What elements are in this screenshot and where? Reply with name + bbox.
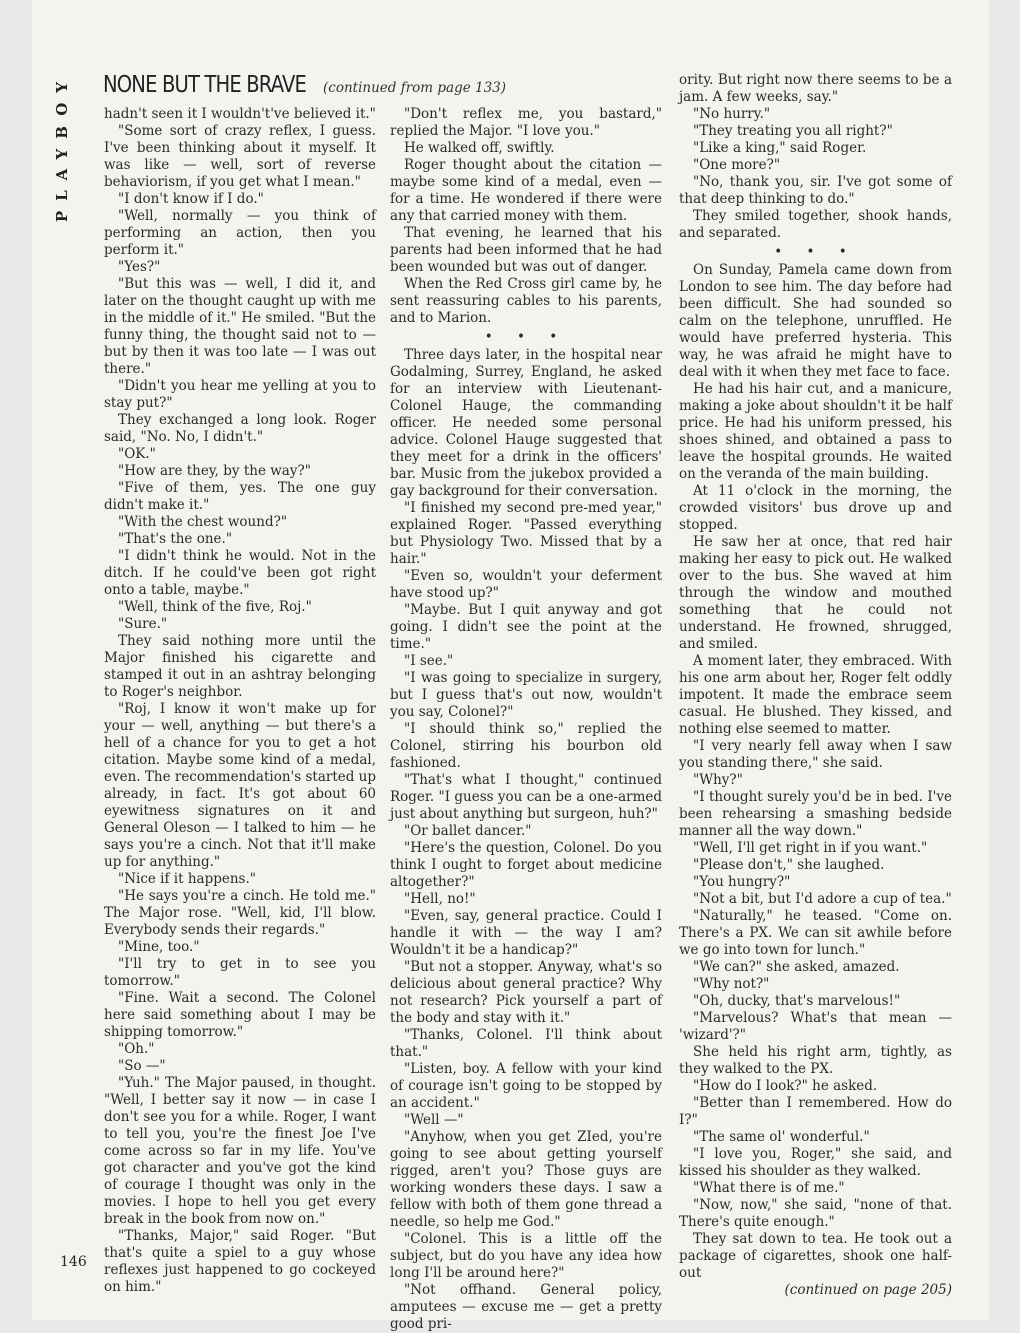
paragraph: "Mine, too." — [118, 939, 200, 955]
paragraph: "Roj, I know it won't make up for your — well, anything — but there's a hell of a chance for you to get a hot citation. Maybe some kind of a medal, even. The recommendation's started up already, in fact. It's got about 60 eyewitness signatures on it and General Oleson — I talked to him — he says you're a cinch. Not that it'll make up for anything." — [104, 701, 377, 870]
paragraph: "Five of them, yes. The one guy didn't make it." — [104, 480, 376, 513]
text-column-1 — [104, 106, 376, 1296]
paragraph: "Oh, ducky, that's marvelous!" — [693, 993, 901, 1009]
paragraph: He saw her at once, that red hair making her easy to pick out. He walked over to the bus. She waved at him through the window and mouthed something that he could not understand. He frowned, shrugged, and smiled. — [679, 534, 952, 652]
paragraph: "I love you, Roger," she said, and kissed his shoulder as they walked. — [679, 1146, 952, 1179]
paragraph: "Please don't," she laughed. — [693, 857, 885, 873]
paragraph: "I see." — [404, 653, 454, 669]
paragraph: "I don't know if I do." — [118, 191, 264, 207]
paragraph: That evening, he learned that his parents had been informed that he had been wounded but was out of danger. — [390, 225, 662, 275]
paragraph: "Marvelous? What's that mean — 'wizard'?" — [679, 1010, 952, 1043]
logo-text: PLAYBOY — [53, 72, 71, 223]
paragraph: "Well, think of the five, Roj." — [118, 599, 312, 615]
section-break: • • • — [484, 329, 568, 345]
paragraph: "Listen, boy. A fellow with your kind of courage isn't going to be stopped by an accident." — [390, 1061, 662, 1111]
paragraph: "Naturally," he teased. "Come on. There's a PX. We can sit awhile before we go into town for lunch." — [679, 908, 952, 958]
paragraph: "Thanks, Major," said Roger. "But that's quite a spiel to a guy whose reflexes just happened to go cockeyed on him." — [104, 1228, 376, 1295]
vertical-magazine-logo — [47, 72, 77, 228]
paragraph: He walked off, swiftly. — [404, 140, 555, 156]
continued-from-note: (continued from page 133) — [323, 80, 507, 96]
paragraph: "Even, say, general practice. Could I handle it with — the way I am? Wouldn't it be a handicap?" — [390, 908, 662, 958]
paragraph: They exchanged a long look. Roger said, "No. No, I didn't." — [104, 412, 376, 445]
paragraph: "But this was — well, I did it, and later on the thought caught up with me in the middle of it." He smiled. "But the funny thing, the thought said not to — but by then it was too late — I was out there." — [104, 276, 376, 377]
page-number: 146 — [60, 1254, 87, 1270]
article-heading — [103, 72, 543, 104]
paragraph: "Didn't you hear me yelling at you to stay put?" — [104, 378, 376, 411]
paragraph: "How do I look?" he asked. — [693, 1078, 878, 1094]
paragraph: "That's the one." — [118, 531, 233, 547]
article-title: NONE BUT THE BRAVE — [103, 72, 307, 98]
text-column-3 — [679, 72, 952, 1299]
paragraph: "Not offhand. General policy, amputees — excuse me — get a pretty good pri- — [390, 1282, 662, 1332]
paragraph: "The same ol' wonderful." — [693, 1129, 870, 1145]
paragraph: He had his hair cut, and a manicure, making a joke about shouldn't it be half price. He had his uniform pressed, his shoes shined, and obtained a pass to leave the hospital grounds. He waited on the veranda of the main building. — [679, 381, 952, 482]
paragraph: "Here's the question, Colonel. Do you think I ought to forget about medicine altogether?" — [390, 840, 662, 890]
paragraph: "Well, I'll get right in if you want." — [693, 840, 928, 856]
paragraph: "Yuh." The Major paused, in thought. "Well, I better say it now — in case I don't see you for a while. Roger, I want to tell you, you're the finest Joe I've come across so far in my life. You've got character and you've got the kind of courage I thought was only in the movies. I hope to hell you get every break in the book from now on." — [104, 1075, 376, 1227]
paragraph: "Better than I remembered. How do I?" — [679, 1095, 952, 1128]
paragraph: When the Red Cross girl came by, he sent reassuring cables to his parents, and to Marion. — [390, 276, 662, 326]
paragraph: "No, thank you, sir. I've got some of that deep thinking to do." — [679, 174, 952, 207]
paragraph: They said nothing more until the Major finished his cigarette and stamped it out in an ashtray belonging to Roger's neighbor. — [104, 633, 376, 700]
paragraph: "Sure." — [118, 616, 168, 632]
paragraph: "So —" — [118, 1058, 166, 1074]
text-column-2 — [390, 106, 662, 1333]
paragraph: "I should think so," replied the Colonel, stirring his bourbon old fashioned. — [390, 721, 662, 771]
paragraph: "Now, now," she said, "none of that. There's quite enough." — [679, 1197, 952, 1230]
paragraph: A moment later, they embraced. With his one arm about her, Roger felt oddly impotent. It made the embrace seem casual. He blushed. They kissed, and nothing else seemed to matter. — [679, 653, 952, 737]
paragraph: Roger thought about the citation — maybe some kind of a medal, even — for a time. He wondered if there were any that carried money with them. — [390, 157, 662, 224]
paragraph: ority. But right now there seems to be a jam. A few weeks, say." — [679, 72, 952, 105]
paragraph: "Thanks, Colonel. I'll think about that." — [390, 1027, 662, 1060]
paragraph: "I didn't think he would. Not in the ditch. If he could've been got right onto a table, maybe." — [104, 548, 376, 598]
paragraph: "What there is of me." — [693, 1180, 845, 1196]
paragraph: "Yes?" — [118, 259, 161, 275]
paragraph: "Even so, wouldn't your deferment have stood up?" — [390, 568, 662, 601]
paragraph: "Like a king," said Roger. — [693, 140, 867, 156]
paragraph: "They treating you all right?" — [693, 123, 893, 139]
paragraph: "I was going to specialize in surgery, but I guess that's out now, wouldn't you say, Colonel?" — [390, 670, 662, 720]
paragraph: "I very nearly fell away when I saw you standing there," she said. — [679, 738, 952, 771]
paragraph: "Some sort of crazy reflex, I guess. I've been thinking about it myself. It was like — well, sort of reverse behaviorism, if you get what I mean." — [104, 123, 376, 190]
paragraph: At 11 o'clock in the morning, the crowded visitors' bus drove up and stopped. — [679, 483, 952, 533]
paragraph: They sat down to tea. He took out a package of cigarettes, shook one half-out — [679, 1231, 952, 1281]
paragraph: "That's what I thought," continued Roger. "I guess you can be a one-armed just about anything but surgeon, huh?" — [390, 772, 662, 822]
paragraph: "Colonel. This is a little off the subject, but do you have any idea how long I'll be around here?" — [390, 1231, 662, 1281]
paragraph: "How are they, by the way?" — [118, 463, 311, 479]
paragraph: "Well, normally — you think of performing an action, then you perform it." — [104, 208, 376, 258]
section-break: • • • — [774, 244, 857, 260]
paragraph: "Or ballet dancer." — [404, 823, 532, 839]
paragraph: "We can?" she asked, amazed. — [693, 959, 900, 975]
continued-on-note: (continued on page 205) — [784, 1282, 952, 1298]
paragraph: "OK." — [118, 446, 156, 462]
paragraph: "Oh." — [118, 1041, 155, 1057]
paragraph: "Well —" — [404, 1112, 464, 1128]
paragraph: hadn't seen it I wouldn't've believed it." — [104, 106, 376, 122]
paragraph: "I finished my second pre-med year," explained Roger. "Passed everything but Physiology Two. Missed that by a hair." — [390, 500, 662, 567]
paragraph: "Maybe. But I quit anyway and got going. I didn't see the point at the time." — [390, 602, 662, 652]
paragraph: On Sunday, Pamela came down from London to see him. The day before had been difficult. She had sounded so calm on the telephone, unruffled. He would have preferred hysteria. This way, he was afraid he might have to deal with it when they met face to face. — [679, 262, 952, 380]
paragraph: "No hurry." — [693, 106, 771, 122]
paragraph: "One more?" — [693, 157, 781, 173]
paragraph: "Why not?" — [693, 976, 770, 992]
paragraph: "Hell, no!" — [404, 891, 476, 907]
paragraph: They smiled together, shook hands, and separated. — [679, 208, 952, 241]
paragraph: "Not a bit, but I'd adore a cup of tea." — [693, 891, 952, 907]
paragraph: "Nice if it happens." — [118, 871, 256, 887]
paragraph: "I'll try to get in to see you tomorrow." — [104, 956, 376, 989]
paragraph: "Don't reflex me, you bastard," replied the Major. "I love you." — [390, 106, 662, 139]
paragraph: Three days later, in the hospital near Godalming, Surrey, England, he asked for an interview with Lieutenant-Colonel Hauge, the commanding officer. He needed some personal advice. Colonel Hauge suggested that they meet for a drink in the officers' bar. Music from the jukebox provided a gay background for their conversation. — [390, 347, 662, 499]
paragraph: "Anyhow, when you get ZIed, you're going to see about getting yourself rigged, aren't you? Those guys are working wonders these days. I saw a fellow with both of them gone thread a needle, so help me God." — [390, 1129, 662, 1230]
paragraph: "Fine. Wait a second. The Colonel here said something about I may be shipping tomorrow." — [104, 990, 376, 1040]
paragraph: She held his right arm, tightly, as they walked to the PX. — [679, 1044, 952, 1077]
paragraph: "I thought surely you'd be in bed. I've been rehearsing a smashing bedside manner all the way down." — [679, 789, 952, 839]
paragraph: "He says you're a cinch. He told me." The Major rose. "Well, kid, I'll blow. Everybody sends their regards." — [104, 888, 376, 938]
paragraph: "Why?" — [693, 772, 743, 788]
paragraph: "With the chest wound?" — [118, 514, 288, 530]
paragraph: "But not a stopper. Anyway, what's so delicious about general practice? Why not research? Pick yourself a part of the body and stay with it." — [390, 959, 662, 1026]
paragraph: "You hungry?" — [693, 874, 791, 890]
